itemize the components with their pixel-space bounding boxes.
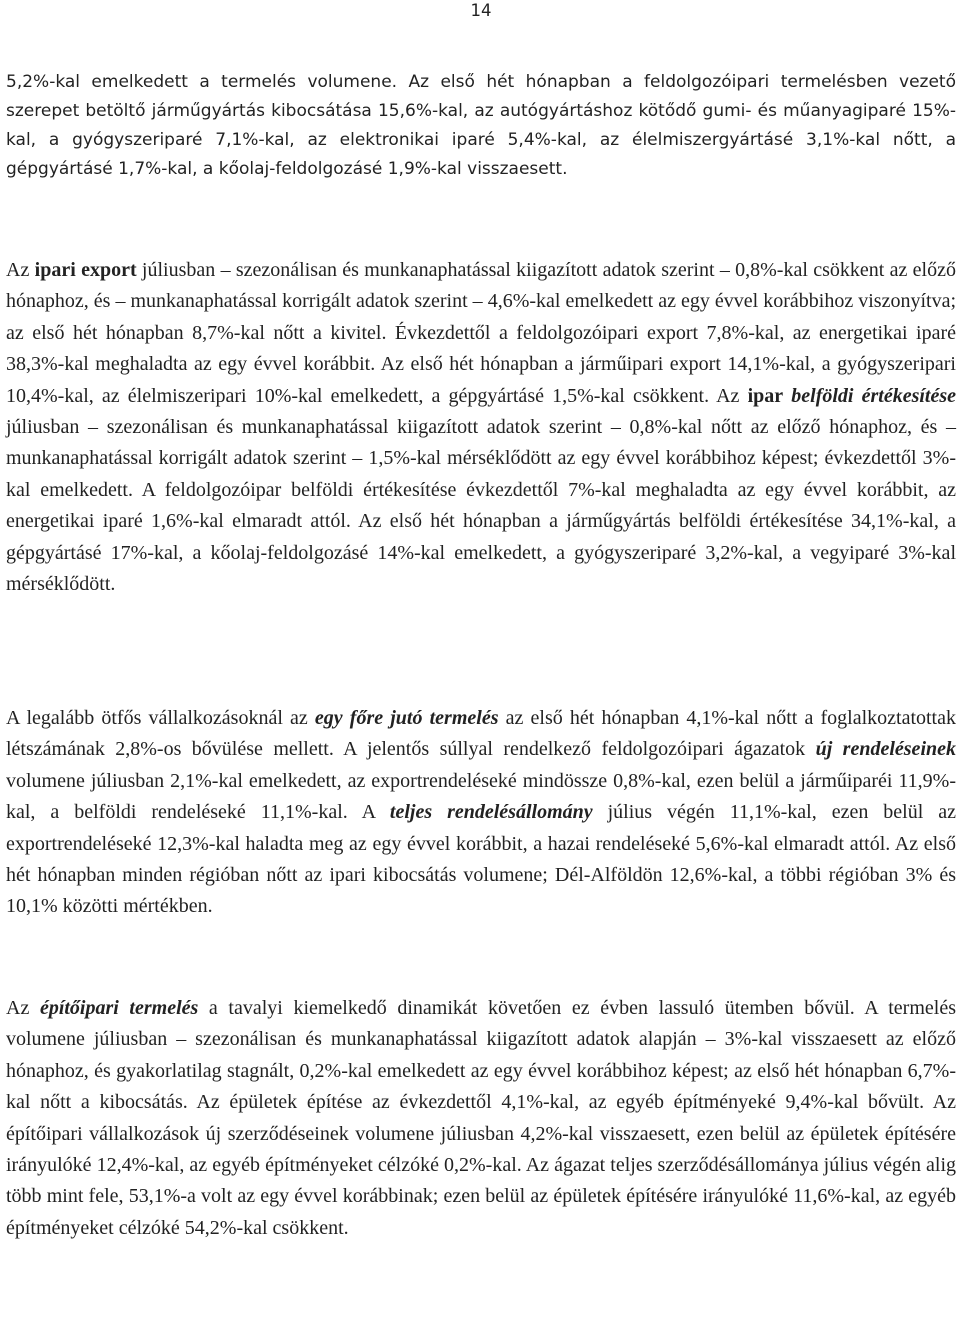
term-ipari-export: ipari export <box>34 259 137 281</box>
text-run: A legalább ötfős vállalkozásoknál az <box>6 707 315 729</box>
term-teljes-rendelesallomany: teljes rendelésállomány <box>389 801 593 824</box>
text-run: volumene júliusban 2,1%-kal emelkedett, az exportrendeléseké mindössze 0,8%-kal, ezen belül a járműiparéi 11,9%-kal, a belföldi rendeléseké 11,1%-kal. A <box>6 769 956 824</box>
term-egy-fore-juto-termeles: egy főre jutó termelés <box>314 707 499 729</box>
term-belfoldi-ertekesites: belföldi értékesítése <box>791 384 957 407</box>
term-ipar: ipar <box>747 384 784 407</box>
paragraph-industrial-output: 5,2%-kal emelkedett a termelés volumene. Az első hét hónapban a feldolgozóipari termelésben vezető szerepet betöltő járműgyártás kibocsátása 15,6%-kal, az autógyártáshoz kötődő gumi- és műanyagiparé 15%-kal, a gyógyszeriparé 7,1%-kal, az elektronikai iparé 5,4%-kal, az élelmiszergyártásé 3,1%-kal nőtt, a gépgyártásé 1,7%-kal, a kőolaj-feldolgozásé 1,9%-kal visszaesett. <box>6 72 956 179</box>
page-number: 14 <box>470 1 492 20</box>
text-run: július végén 11,1%-kal, ezen belül az exportrendeléseké 12,3%-kal haladta meg az egy évvel korábbit, a hazai rendeléseké 5,6%-kal elmaradt attól. Az első hét hónapban minden régióban nőtt az ipari kibocsátás volumene; Dél-Alföldön 12,6%-kal, a többi régióban 3% és 10,1% közötti mértékben. <box>6 801 956 918</box>
text-run: Az <box>6 997 40 1019</box>
text-run: Az <box>6 259 35 281</box>
text-run: a tavalyi kiemelkedő dinamikát követően ez évben lassuló ütemben bővül. A termelés volumene júliusban – szezonálisan és munkanaphatással kiigazított adatok alapján – 3%-kal visszaesett az előző hónaphoz, és gyakorlatilag stagnált, 0,2%-kal emelkedett az egy évvel korábbihoz képest; az első hét hónapban 6,7%-kal nőtt a kibocsátás. Az épületek építése az évkezdettől 4,1%-kal, az egyéb építményeké 9,4%-kal bővült. Az építőipari vállalkozások új szerződéseinek volumene júliusban 4,2%-kal visszaesett, ezen belül az épületek építésére irányulóké 12,4%-kal, az egyéb építményeket célzóké 0,2%-kal. Az ágazat teljes szerződésállománya július végén alig több mint fele, 53,1%-a volt az egy évvel korábbinak; ezen belül az épületek építésére irányulóké 11,6%-kal, az egyéb építményeket célzóké 54,2%-kal csökkent. <box>6 997 956 1239</box>
text-run: az első hét hónapban 4,1%-kal nőtt a foglalkoztatottak létszámának 2,8%-os bővülése mellett. A jelentős súllyal rendelkező feldolgozóipari ágazatok <box>6 707 956 761</box>
text-run: júliusban – szezonálisan és munkanaphatással kiigazított adatok szerint – 0,8%-kal nőtt az előző hónaphoz, és – munkanaphatással korrigált adatok szerint – 1,5%-kal mérséklődött az egy évvel korábbihoz képest; évkezdettől 3%-kal emelkedett. A feldolgozóipar belföldi értékesítése évkezdettől 7%-kal meghaladta az egy évvel korábbit, az energetikai iparé 1,6%-kal elmaradt attól. Az első hét hónapban a járműgyártás belföldi értékesítése 34,1%-kal, a gépgyártásé 17%-kal, a kőolaj-feldolgozásé 14%-kal emelkedett, a gyógyszeriparé 3,2%-kal, a vegyiparé 3%-kal mérséklődött. <box>6 416 956 596</box>
text-run: júliusban – szezonálisan és munkanaphatással kiigazított adatok szerint – 0,8%-kal csökkent az előző hónaphoz, és – munkanaphatással korrigált adatok szerint – 4,6%-kal emelkedett az egy évvel korábbihoz viszonyítva; az első hét hónapban 8,7%-kal nőtt a kivitel. Évkezdettől a feldolgozóipari export 7,8%-kal, az energetikai iparé 38,3%-kal meghaladta az egy évvel korábbit. Az első hét hónapban a járműipari export 14,1%-kal, a gyógyszeripari 10,4%-kal, az élelmiszeripari 10%-kal emelkedett, a gépgyártásé 1,5%-kal csökkent. Az <box>6 259 956 407</box>
term-epitoipari-termeles: építőipari termelés <box>39 997 199 1019</box>
paragraph-productivity-orders <box>6 703 956 923</box>
paragraph-construction <box>6 993 956 1244</box>
term-uj-rendelesek: új rendeléseinek <box>815 738 956 761</box>
paragraph-industrial-export <box>6 255 956 600</box>
